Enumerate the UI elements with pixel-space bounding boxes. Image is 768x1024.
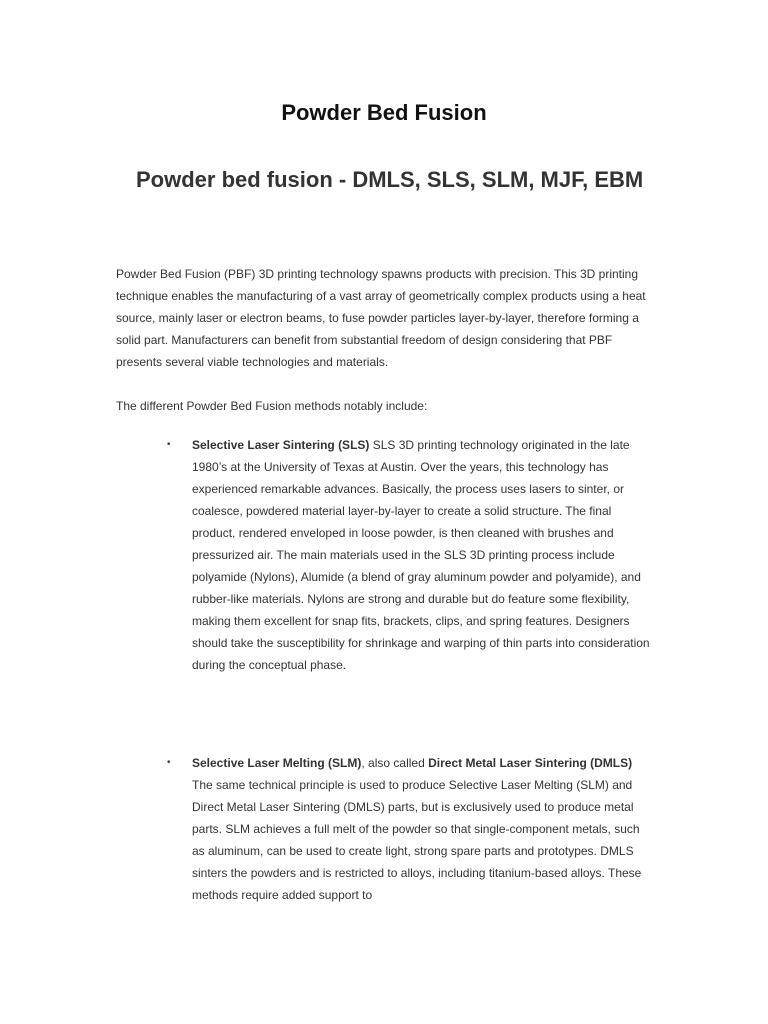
document-title: Powder Bed Fusion [281,100,487,125]
method-term: Selective Laser Melting (SLM) [192,756,362,770]
bullet-icon: • [166,440,172,450]
method-term-alt: Direct Metal Laser Sintering (DMLS) [428,756,633,770]
list-item-slm [166,752,654,906]
method-connector: , also called [361,756,429,770]
method-description: The same technical principle is used to produce Selective Laser Melting (SLM) and Direct Metal Laser Sintering (DMLS) parts, but is exclusively used to produce metal parts. SLM achieves a full melt of the powder so that single-component metals, such as aluminum, can be used to create light, strong spare parts and prototypes. DMLS sinters the powders and is restricted to alloys, including titanium-based alloys. These methods require added support to [192,778,642,902]
method-description: SLS 3D printing technology originated in the late 1980’s at the University of Texas at Austin. Over the years, this technology has experienced remarkable advances. Basically, the process uses lasers to sinter, or coalesce, powdered material layer-by-layer to create a solid structure. The final product, rendered enveloped in loose powder, is then cleaned with brushes and pressurized air. The main materials used in the SLS 3D printing process include polyamide (Nylons), Alumide (a blend of gray aluminum powder and polyamide), and rubber-like materials. Nylons are strong and durable but do feature some flexibility, making them excellent for snap fits, brackets, clips, and spring features. Designers should take the susceptibility for shrinkage and warping of thin parts into consideration during the conceptual phase. [192,438,650,672]
section-heading: Powder bed fusion - DMLS, SLS, SLM, MJF, EBM [136,167,644,192]
bullet-icon: • [166,758,172,768]
methods-intro-text: The different Powder Bed Fusion methods notably include: [116,399,428,413]
method-term: Selective Laser Sintering (SLS) [192,438,370,452]
list-item-sls [166,434,654,676]
intro-paragraph: Powder Bed Fusion (PBF) 3D printing technology spawns products with precision. This 3D printing technique enables the manufacturing of a vast array of geometrically complex products using a heat source, mainly laser or electron beams, to fuse powder particles layer-by-layer, therefore forming a solid part. Manufacturers can benefit from substantial freedom of design considering that PBF presents several viable technologies and materials. [116,267,646,369]
